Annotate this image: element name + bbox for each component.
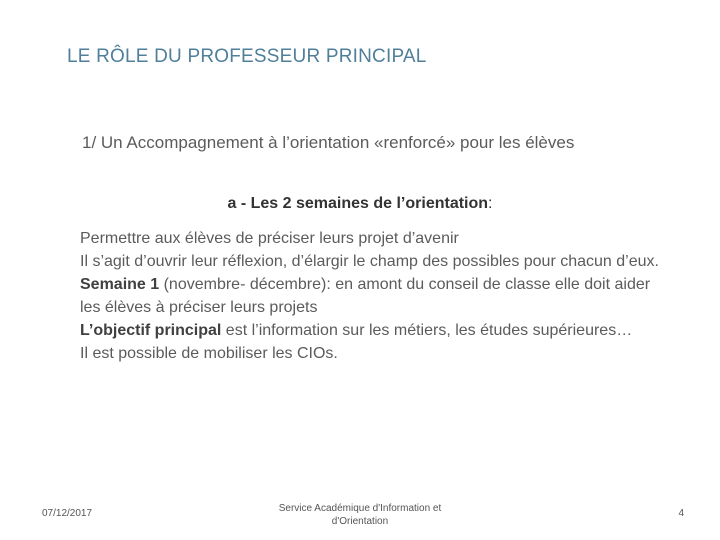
section-heading-label: a - Les 2 semaines de l’orientation [227, 195, 489, 212]
page-number: 4 [678, 508, 684, 519]
footer-organization: Service Académique d'Information et d'Orientation [278, 503, 442, 527]
week1-text: (novembre- décembre): en amont du conseil de classe elle doit aider les élèves à préciser leurs projets [80, 276, 651, 316]
week1-label: Semaine 1 [80, 276, 160, 293]
slide-subtitle: 1/ Un Accompagnement à l’orientation «renforcé» pour les élèves [82, 133, 575, 152]
body-line-cio: Il est possible de mobiliser les CIOs. [80, 345, 338, 362]
footer-date: 07/12/2017 [42, 508, 93, 519]
body-line-reflexion: Il s’agit d’ouvrir leur réflexion, d’élargir le champ des possibles pour chacun d’eux. [80, 253, 659, 270]
objective-text: est l’information sur les métiers, les études supérieures… [221, 322, 633, 339]
slide-title: LE RÔLE DU PROFESSEUR PRINCIPAL [67, 46, 427, 67]
body-line-objective [80, 319, 660, 342]
body-line-week1 [80, 273, 660, 319]
body-line-goal: Permettre aux élèves de préciser leurs projet d’avenir [80, 230, 459, 247]
objective-label: L’objectif principal [80, 322, 222, 339]
section-heading-colon: : [488, 195, 493, 212]
body-text [80, 227, 660, 365]
section-heading [0, 195, 720, 213]
